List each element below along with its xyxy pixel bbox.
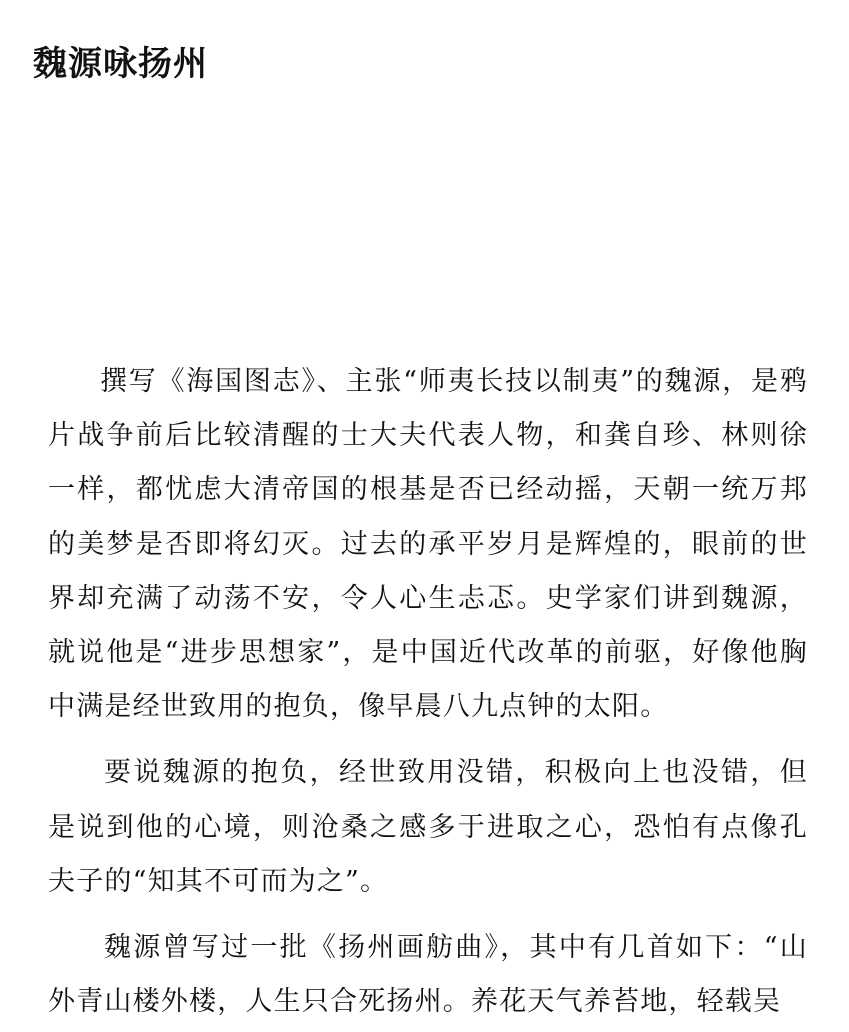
paragraph-1: 撰写《海国图志》、主张“师夷长技以制夷”的魏源，是鸦片战争前后比较清醒的士大夫代表人物，和龚自珍、林则徐一样，都忧虑大清帝国的根基是否已经动摇，天朝一统万邦的美梦是否即将幻灭。过去的承平岁月是辉煌的，眼前的世界却充满了动荡不安，令人心生忐忑。史学家们讲到魏源，就说他是“进步思想家”，是中国近代改革的前驱，好像他胸中满是经世致用的抱负，像早晨八九点钟的太阳。 (48, 366, 808, 723)
paragraph-3: 魏源曾写过一批《扬州画舫曲》，其中有几首如下：“山外青山楼外楼，人生只合死扬州。养花天气养苔地，轻载吴 (48, 932, 808, 1018)
article-title: 魏源咏扬州 (33, 44, 208, 84)
article-body (48, 355, 808, 1029)
paragraph-2: 要说魏源的抱负，经世致用没错，积极向上也没错，但是说到他的心境，则沧桑之感多于进取之心，恐怕有点像孔夫子的“知其不可而为之”。 (48, 757, 808, 897)
